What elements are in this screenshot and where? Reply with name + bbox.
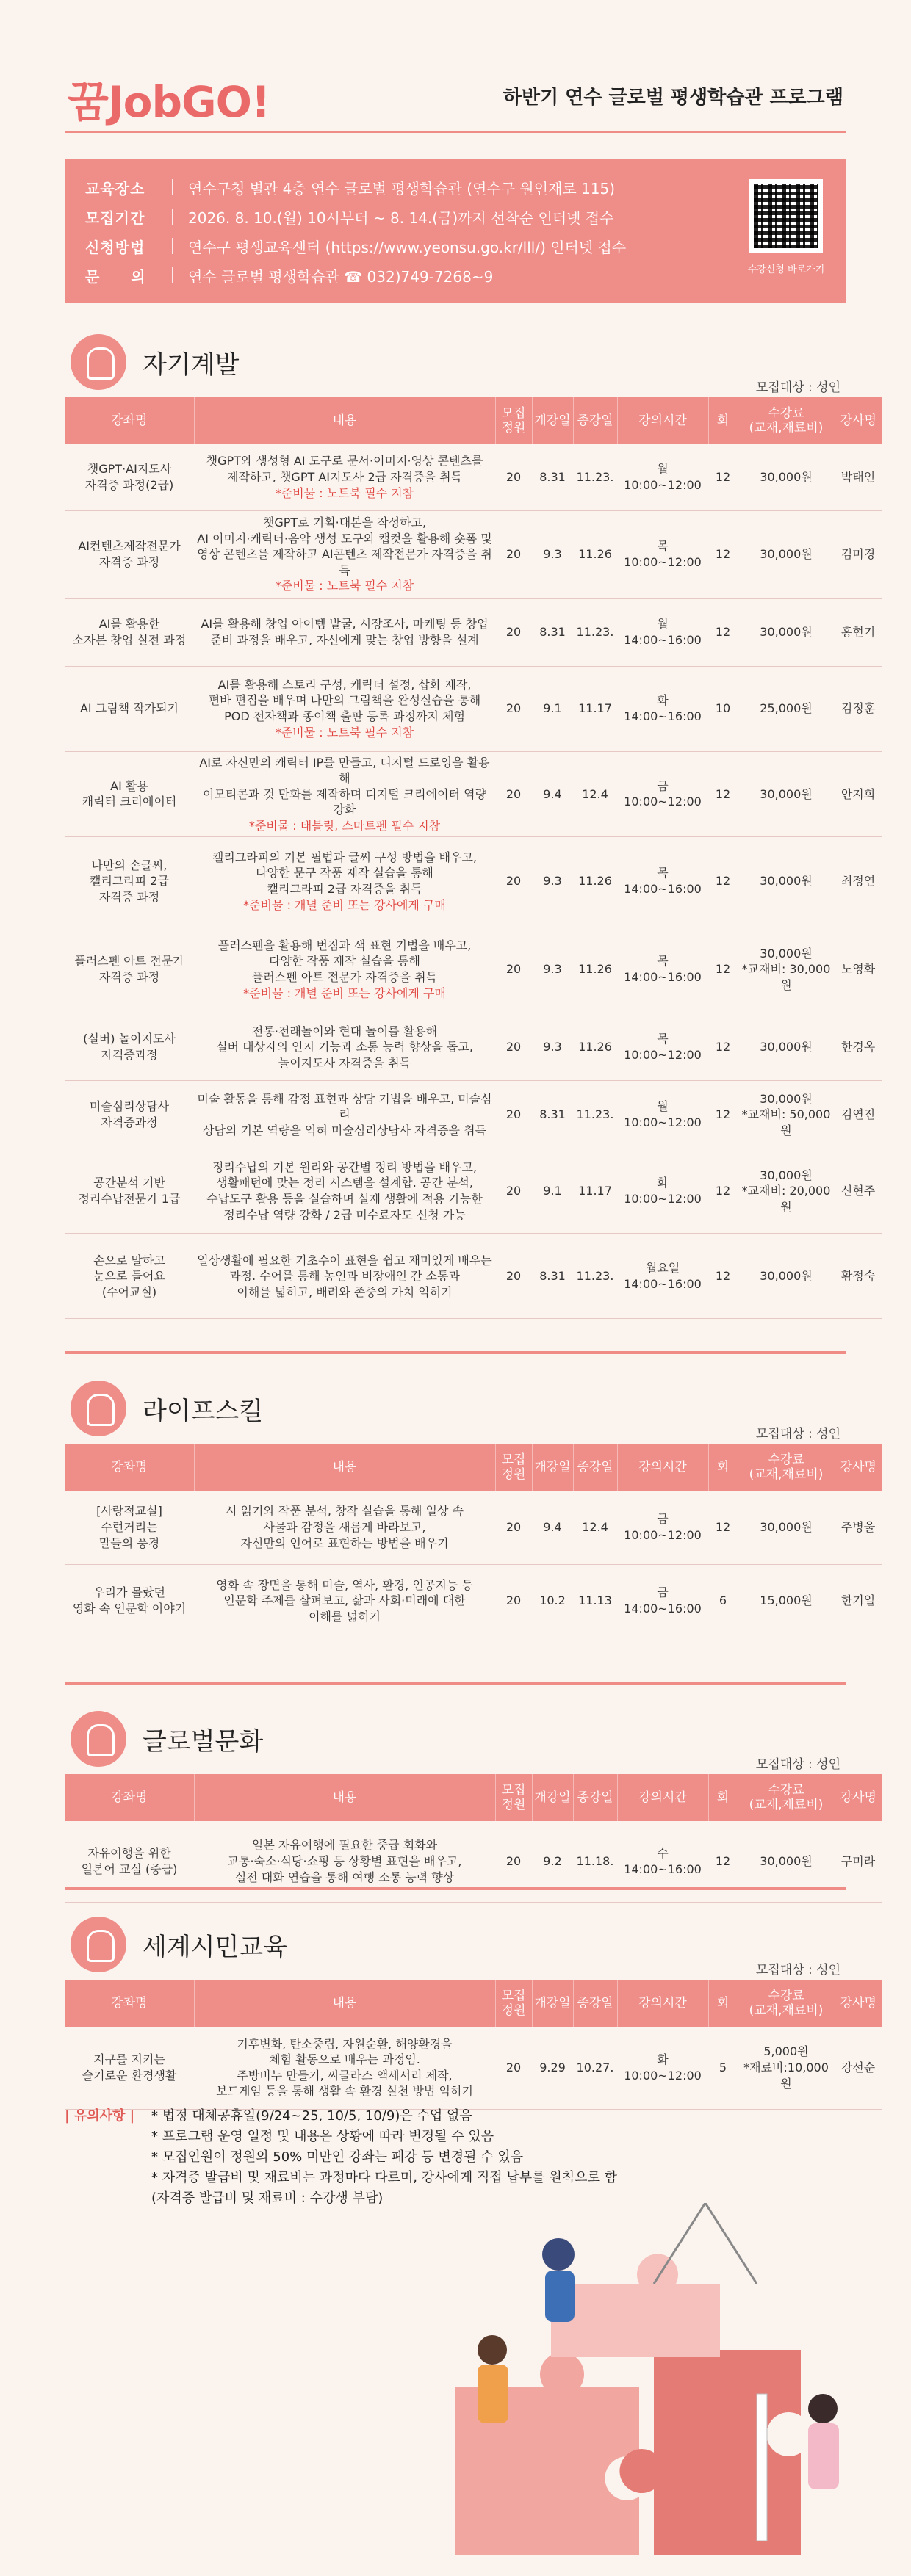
material-fee: *교재비: 20,000원 <box>741 1184 831 1214</box>
table-row <box>65 598 882 666</box>
session-count: 12 <box>708 1013 738 1081</box>
column-header: 개강일 <box>532 1774 573 1821</box>
table-row <box>65 1491 882 1564</box>
column-header: 모집 정원 <box>495 1980 532 2027</box>
instructor: 구미라 <box>835 1821 882 1902</box>
column-header: 수강료 (교재,재료비) <box>738 1444 835 1491</box>
column-header: 강좌명 <box>65 1444 194 1491</box>
column-header: 모집 정원 <box>495 1444 532 1491</box>
fee-value: 30,000원 <box>760 469 813 484</box>
start-date: 9.1 <box>532 1148 573 1234</box>
fee-value: 30,000원 <box>760 786 813 801</box>
instructor: 한경옥 <box>835 1013 882 1081</box>
capacity: 20 <box>495 444 532 510</box>
description-text: 챗GPT로 기획·대본을 작성하고, AI 이미지·캐릭터·음악 생성 도구와 캡컷을 활용해 숏폼 및 영상 콘텐츠를 제작하고 AI콘텐츠 제작전문가 자격증을 취득 <box>197 515 492 577</box>
section-header <box>71 334 239 390</box>
notice-item: * 자격증 발급비 및 재료비는 과정마다 다르며, 강사에게 직접 납부를 원칙으로 함 <box>151 2169 618 2185</box>
description-text: AI를 활용해 스토리 구성, 캐릭터 설정, 삽화 제작, 편바 편집을 배우며 나만의 그림책을 완성실습을 통해 POD 전자책과 종이책 출판 등록 과정까지 체험 <box>208 677 481 723</box>
info-value: 연수 글로벌 평생학습관 ☎ 032)749-7268~9 <box>188 267 494 286</box>
instructor: 황정숙 <box>835 1234 882 1319</box>
section-divider <box>65 1887 846 1890</box>
instructor: 김미경 <box>835 510 882 598</box>
description-text: 시 읽기와 작품 분석, 창작 실습을 통해 일상 속 사물과 감정을 새롭게 바라보고, 자신만의 언어로 표현하는 방법을 배우기 <box>226 1504 464 1550</box>
start-date: 10.2 <box>532 1564 573 1638</box>
capacity: 20 <box>495 1081 532 1148</box>
page-title: 하반기 연수 글로벌 평생학습관 프로그램 <box>503 87 843 109</box>
column-header: 내용 <box>194 1980 495 2027</box>
fee-value: 30,000원 <box>760 625 813 640</box>
table-row <box>65 837 882 925</box>
fee-value: 30,000원 <box>760 1853 813 1868</box>
capacity: 20 <box>495 510 532 598</box>
section-icon <box>71 1917 126 1972</box>
start-date: 9.29 <box>532 2027 573 2109</box>
column-header: 모집 정원 <box>495 397 532 444</box>
column-header: 종강일 <box>573 1980 617 2027</box>
class-time: 수 14:00~16:00 <box>617 1821 708 1902</box>
section-title: 자기계발 <box>143 350 240 380</box>
class-time: 월요일 14:00~16:00 <box>617 1234 708 1319</box>
instructor: 최정연 <box>835 837 882 925</box>
start-date: 9.3 <box>532 925 573 1013</box>
capacity: 20 <box>495 1821 532 1902</box>
target-audience: 모집대상 : 성인 <box>755 1963 840 1978</box>
course-name: 나만의 손글씨, 캘리그라피 2급 자격증 과정 <box>65 837 194 925</box>
notice-label: | 유의사항 | <box>65 2108 135 2124</box>
fee-value: 30,000원 <box>760 1519 813 1534</box>
instructor: 신현주 <box>835 1148 882 1234</box>
section-header <box>71 1711 263 1767</box>
section-icon <box>71 1711 126 1767</box>
course-description <box>194 1148 495 1234</box>
session-count: 12 <box>708 837 738 925</box>
column-header: 강좌명 <box>65 397 194 444</box>
table-row <box>65 1148 882 1234</box>
instructor: 강선순 <box>835 2027 882 2109</box>
course-description <box>194 510 495 598</box>
capacity: 20 <box>495 2027 532 2109</box>
column-header: 강좌명 <box>65 1980 194 2027</box>
column-header: 강사명 <box>835 1444 882 1491</box>
capacity: 20 <box>495 751 532 837</box>
instructor: 안지희 <box>835 751 882 837</box>
section-icon <box>71 1381 126 1436</box>
start-date: 9.3 <box>532 510 573 598</box>
section-title: 글로벌문화 <box>143 1726 264 1756</box>
start-date: 8.31 <box>532 1234 573 1319</box>
column-header: 강사명 <box>835 1774 882 1821</box>
description-text: 영화 속 장면을 통해 미술, 역사, 환경, 인공지능 등 인문학 주제를 살펴보고, 삶과 사회·미래에 대한 이해를 넓히기 <box>216 1577 473 1624</box>
end-date: 10.27. <box>573 2027 617 2109</box>
section-divider <box>65 1682 846 1685</box>
column-header: 수강료 (교재,재료비) <box>738 1774 835 1821</box>
course-name: AI를 활용한 소자본 창업 실전 과정 <box>65 598 194 666</box>
course-name: 자유여행을 위한 일본어 교실 (중급) <box>65 1821 194 1902</box>
header-divider <box>65 131 846 133</box>
column-header: 강의시간 <box>617 397 708 444</box>
end-date: 11.23. <box>573 444 617 510</box>
course-description <box>194 837 495 925</box>
class-time: 금 14:00~16:00 <box>617 1564 708 1638</box>
course-name: 미술심리상담사 자격증과정 <box>65 1081 194 1148</box>
course-name: (실버) 놀이지도사 자격증과정 <box>65 1013 194 1081</box>
section-header <box>71 1917 287 1972</box>
section-icon <box>71 334 126 390</box>
description-text: 일상생활에 필요한 기초수어 표현을 쉽고 재미있게 배우는 과정. 수어를 통해 농인과 비장애인 간 소통과 이해를 넓히고, 배려와 존중의 가치 익히기 <box>197 1253 492 1299</box>
column-header: 회 <box>708 1444 738 1491</box>
column-header: 강의시간 <box>617 1444 708 1491</box>
program-table <box>65 1774 882 1903</box>
end-date: 11.13 <box>573 1564 617 1638</box>
class-time: 화 10:00~12:00 <box>617 1148 708 1234</box>
table-row <box>65 1234 882 1319</box>
program-table <box>65 1444 882 1638</box>
instructor: 김정훈 <box>835 666 882 751</box>
start-date: 8.31 <box>532 1081 573 1148</box>
material-fee: *교재비: 30,000원 <box>741 962 831 992</box>
tuition-fee <box>738 1081 835 1148</box>
end-date: 11.26 <box>573 1013 617 1081</box>
session-count: 12 <box>708 598 738 666</box>
table-row <box>65 1564 882 1638</box>
column-header: 강의시간 <box>617 1980 708 2027</box>
info-value: 연수구청 별관 4층 연수 글로벌 평생학습관 (연수구 원인재로 115) <box>188 179 616 198</box>
fee-value: 30,000원 <box>760 1040 813 1054</box>
column-header: 회 <box>708 397 738 444</box>
table-row <box>65 510 882 598</box>
course-description <box>194 598 495 666</box>
instructor: 홍현기 <box>835 598 882 666</box>
class-time: 금 10:00~12:00 <box>617 1491 708 1564</box>
end-date: 11.17 <box>573 666 617 751</box>
start-date: 8.31 <box>532 444 573 510</box>
session-count: 6 <box>708 1564 738 1638</box>
class-time: 금 10:00~12:00 <box>617 751 708 837</box>
end-date: 12.4 <box>573 1491 617 1564</box>
description-text: AI로 자신만의 캐릭터 IP를 만들고, 디지털 드로잉을 활용해 이모티콘과 컷 만화를 제작하며 디지털 크리에이터 역량 강화 <box>199 755 490 817</box>
fee-value: 30,000원 <box>760 547 813 562</box>
capacity: 20 <box>495 925 532 1013</box>
start-date: 9.3 <box>532 837 573 925</box>
course-name: 챗GPT·AI지도사 자격증 과정(2급) <box>65 444 194 510</box>
supplies-note: *준비물 : 노트북 필수 지참 <box>275 579 414 593</box>
start-date: 9.3 <box>532 1013 573 1081</box>
column-header: 회 <box>708 1980 738 2027</box>
description-text: 일본 자유여행에 필요한 중급 회화와 교통·숙소·식당·쇼핑 등 상황별 표현을 배우고, 실전 대화 연습을 통해 여행 소통 능력 향상 <box>227 1838 462 1884</box>
course-name: 플러스펜 아트 전문가 자격증 과정 <box>65 925 194 1013</box>
tuition-fee <box>738 1148 835 1234</box>
supplies-note: *준비물 : 노트북 필수 지참 <box>275 725 414 739</box>
end-date: 11.23. <box>573 1234 617 1319</box>
column-header: 수강료 (교재,재료비) <box>738 1980 835 2027</box>
fee-value: 30,000원 <box>760 874 813 889</box>
tuition-fee <box>738 444 835 510</box>
class-time: 목 10:00~12:00 <box>617 1013 708 1081</box>
column-header: 종강일 <box>573 1774 617 1821</box>
tuition-fee <box>738 925 835 1013</box>
tuition-fee <box>738 2027 835 2109</box>
description-text: 플러스펜을 활용해 번짐과 색 표현 기법을 배우고, 다양한 작품 제작 실습을 통해 플러스펜 아트 전문가 자격증을 취득 <box>217 938 472 984</box>
column-header: 수강료 (교재,재료비) <box>738 397 835 444</box>
end-date: 11.17 <box>573 1148 617 1234</box>
tuition-fee <box>738 751 835 837</box>
info-value[interactable]: 연수구 평생교육센터 (https://www.yeonsu.go.kr/lll/) 인터넷 접수 <box>188 238 627 256</box>
description-text: AI를 활용해 창업 아이템 발굴, 시장조사, 마케팅 등 창업 준비 과정을 배우고, 자신에게 맞는 창업 방향을 설계 <box>201 617 489 647</box>
course-description <box>194 925 495 1013</box>
table-row <box>65 1081 882 1148</box>
logo: 꿈JobGO! <box>68 77 270 127</box>
course-description <box>194 666 495 751</box>
end-date: 11.26 <box>573 510 617 598</box>
fee-value: 25,000원 <box>760 701 813 716</box>
start-date: 9.4 <box>532 1491 573 1564</box>
course-description <box>194 1013 495 1081</box>
fee-value: 5,000원 <box>763 2044 809 2059</box>
session-count: 5 <box>708 2027 738 2109</box>
section-title: 라이프스킬 <box>143 1396 264 1426</box>
info-label: 신청방법 <box>85 238 145 256</box>
target-audience: 모집대상 : 성인 <box>755 1427 840 1441</box>
instructor: 주병울 <box>835 1491 882 1564</box>
column-header: 강사명 <box>835 1980 882 2027</box>
session-count: 10 <box>708 666 738 751</box>
column-header: 개강일 <box>532 397 573 444</box>
column-header: 회 <box>708 1774 738 1821</box>
column-header: 강의시간 <box>617 1774 708 1821</box>
target-audience: 모집대상 : 성인 <box>755 1757 840 1772</box>
start-date: 9.1 <box>532 666 573 751</box>
start-date: 8.31 <box>532 598 573 666</box>
class-time: 월 10:00~12:00 <box>617 1081 708 1148</box>
supplies-note: *준비물 : 노트북 필수 지참 <box>275 485 414 500</box>
qr-caption: 수강신청 바로가기 <box>747 264 825 275</box>
info-label: 모집기간 <box>85 209 145 227</box>
course-name: 우리가 몰랐던 영화 속 인문학 이야기 <box>65 1564 194 1638</box>
table-row <box>65 751 882 837</box>
info-label: 문 의 <box>85 267 146 286</box>
column-header: 종강일 <box>573 1444 617 1491</box>
capacity: 20 <box>495 1491 532 1564</box>
course-description <box>194 751 495 837</box>
column-header: 종강일 <box>573 397 617 444</box>
supplies-note: *준비물 : 개별 준비 또는 강사에게 구매 <box>243 985 446 1000</box>
instructor: 한기일 <box>835 1564 882 1638</box>
supplies-note: *준비물 : 태블릿, 스마트펜 필수 지참 <box>248 818 441 833</box>
session-count: 12 <box>708 1821 738 1902</box>
description-text: 기후변화, 탄소중립, 자원순환, 해양환경을 체험 활동으로 배우는 과정임. 주방비누 만들기, 씨글라스 액세서리 제작, 보드게임 등을 통해 생활 속 환경 실천 방법 익히기 <box>216 2036 473 2099</box>
program-table <box>65 1980 882 2110</box>
tuition-fee <box>738 1564 835 1638</box>
course-name: AI컨텐츠제작전문가 자격증 과정 <box>65 510 194 598</box>
course-name: AI 활용 캐릭터 크리에이터 <box>65 751 194 837</box>
tuition-fee <box>738 1491 835 1564</box>
info-row-contact <box>85 261 493 289</box>
qr-code-icon[interactable] <box>749 179 823 253</box>
class-time: 목 14:00~16:00 <box>617 925 708 1013</box>
info-row-place <box>85 173 615 201</box>
course-name: [사랑적교실] 수런거리는 말들의 풍경 <box>65 1491 194 1564</box>
description-text: 미술 활동을 통해 감정 표현과 상담 기법을 배우고, 미술심리 상담의 기본 역량을 익혀 미술심리상담사 자격증을 취득 <box>197 1091 492 1137</box>
fee-value: 15,000원 <box>760 1593 813 1608</box>
supplies-note: *준비물 : 개별 준비 또는 강사에게 구매 <box>243 897 446 912</box>
session-count: 12 <box>708 444 738 510</box>
info-row-method <box>85 232 626 260</box>
course-name: 공간분석 기반 정리수납전문가 1급 <box>65 1148 194 1234</box>
end-date: 11.23. <box>573 598 617 666</box>
capacity: 20 <box>495 1234 532 1319</box>
puzzle-illustration <box>411 2203 882 2555</box>
column-header: 개강일 <box>532 1444 573 1491</box>
program-table <box>65 397 882 1319</box>
table-row <box>65 2027 882 2109</box>
table-row <box>65 444 882 510</box>
end-date: 11.23. <box>573 1081 617 1148</box>
capacity: 20 <box>495 598 532 666</box>
notice-item: * 법정 대체공휴일(9/24~25, 10/5, 10/9)은 수업 없음 <box>151 2108 472 2124</box>
end-date: 11.26 <box>573 925 617 1013</box>
instructor: 박태인 <box>835 444 882 510</box>
section-title: 세계시민교육 <box>143 1932 288 1962</box>
column-header: 강좌명 <box>65 1774 194 1821</box>
class-time: 목 10:00~12:00 <box>617 510 708 598</box>
column-header: 내용 <box>194 1774 495 1821</box>
course-description <box>194 1234 495 1319</box>
column-header: 개강일 <box>532 1980 573 2027</box>
tuition-fee <box>738 666 835 751</box>
session-count: 12 <box>708 925 738 1013</box>
notice-item: (자격증 발급비 및 재료비 : 수강생 부담) <box>151 2190 384 2206</box>
description-text: 챗GPT와 생성형 AI 도구로 문서·이미지·영상 콘텐츠를 제작하고, 챗GPT AI지도사 2급 자격증을 취득 <box>206 454 483 484</box>
fee-value: 30,000원 <box>760 1168 813 1182</box>
column-header: 내용 <box>194 397 495 444</box>
column-header: 내용 <box>194 1444 495 1491</box>
info-value: 2026. 8. 10.(월) 10시부터 ~ 8. 14.(금)까지 선착순 인터넷 접수 <box>188 209 614 227</box>
course-description <box>194 2027 495 2109</box>
notice-list <box>151 2106 666 2208</box>
session-count: 12 <box>708 1081 738 1148</box>
course-description <box>194 1081 495 1148</box>
info-box <box>65 159 846 303</box>
description-text: 캘리그라피의 기본 필법과 글씨 구성 방법을 배우고, 다양한 문구 작품 제작 실습을 통해 캘리그라피 2급 자격증을 취득 <box>212 850 478 896</box>
session-count: 12 <box>708 1491 738 1564</box>
description-text: 전통·전래놀이와 현대 놀이를 활용해 실버 대상자의 인지 기능과 소통 능력 향상을 돕고, 놀이지도사 자격증을 취득 <box>216 1024 473 1070</box>
fee-value: 30,000원 <box>760 1091 813 1106</box>
capacity: 20 <box>495 1564 532 1638</box>
tuition-fee <box>738 837 835 925</box>
tuition-fee <box>738 1013 835 1081</box>
instructor: 노영화 <box>835 925 882 1013</box>
end-date: 11.18. <box>573 1821 617 1902</box>
course-name: 지구를 지키는 슬기로운 환경생활 <box>65 2027 194 2109</box>
start-date: 9.2 <box>532 1821 573 1902</box>
description-text: 정리수납의 기본 원리와 공간별 정리 방법을 배우고, 생활패턴에 맞는 정리 시스템을 설계합. 공간 분석, 수납도구 활용 등을 실습하며 실제 생활에 적용 가능한 정리수납 역량 강화 / 2급 미수료자도 신청 가능 <box>206 1159 483 1222</box>
table-row <box>65 1013 882 1081</box>
section-divider <box>65 1351 846 1354</box>
column-header: 강사명 <box>835 397 882 444</box>
start-date: 9.4 <box>532 751 573 837</box>
fee-value: 30,000원 <box>760 946 813 960</box>
instructor: 김연진 <box>835 1081 882 1148</box>
notice-item: * 프로그램 운영 일정 및 내용은 상황에 따라 변경될 수 있음 <box>151 2128 494 2144</box>
course-description <box>194 1491 495 1564</box>
notice-item: * 모집인원이 정원의 50% 미만인 강좌는 폐강 등 변경될 수 있음 <box>151 2149 524 2165</box>
fee-value: 30,000원 <box>760 1269 813 1284</box>
class-time: 월 14:00~16:00 <box>617 598 708 666</box>
column-header: 모집 정원 <box>495 1774 532 1821</box>
class-time: 월 10:00~12:00 <box>617 444 708 510</box>
end-date: 12.4 <box>573 751 617 837</box>
session-count: 12 <box>708 1234 738 1319</box>
session-count: 12 <box>708 1148 738 1234</box>
table-row <box>65 925 882 1013</box>
end-date: 11.26 <box>573 837 617 925</box>
material-fee: *재료비:10,000원 <box>743 2060 829 2091</box>
tuition-fee <box>738 510 835 598</box>
class-time: 목 14:00~16:00 <box>617 837 708 925</box>
capacity: 20 <box>495 1013 532 1081</box>
course-description <box>194 1564 495 1638</box>
info-label: 교육장소 <box>85 179 145 198</box>
tuition-fee <box>738 1234 835 1319</box>
section-header <box>71 1381 263 1436</box>
capacity: 20 <box>495 1148 532 1234</box>
info-row-period <box>85 203 613 231</box>
class-time: 화 10:00~12:00 <box>617 2027 708 2109</box>
capacity: 20 <box>495 666 532 751</box>
session-count: 12 <box>708 510 738 598</box>
tuition-fee <box>738 598 835 666</box>
class-time: 화 14:00~16:00 <box>617 666 708 751</box>
course-description <box>194 444 495 510</box>
table-row <box>65 666 882 751</box>
capacity: 20 <box>495 837 532 925</box>
course-name: 손으로 말하고 눈으로 들어요 (수어교실) <box>65 1234 194 1319</box>
course-name: AI 그림책 작가되기 <box>65 666 194 751</box>
material-fee: *교재비: 50,000원 <box>741 1107 831 1137</box>
target-audience: 모집대상 : 성인 <box>755 380 840 395</box>
session-count: 12 <box>708 751 738 837</box>
